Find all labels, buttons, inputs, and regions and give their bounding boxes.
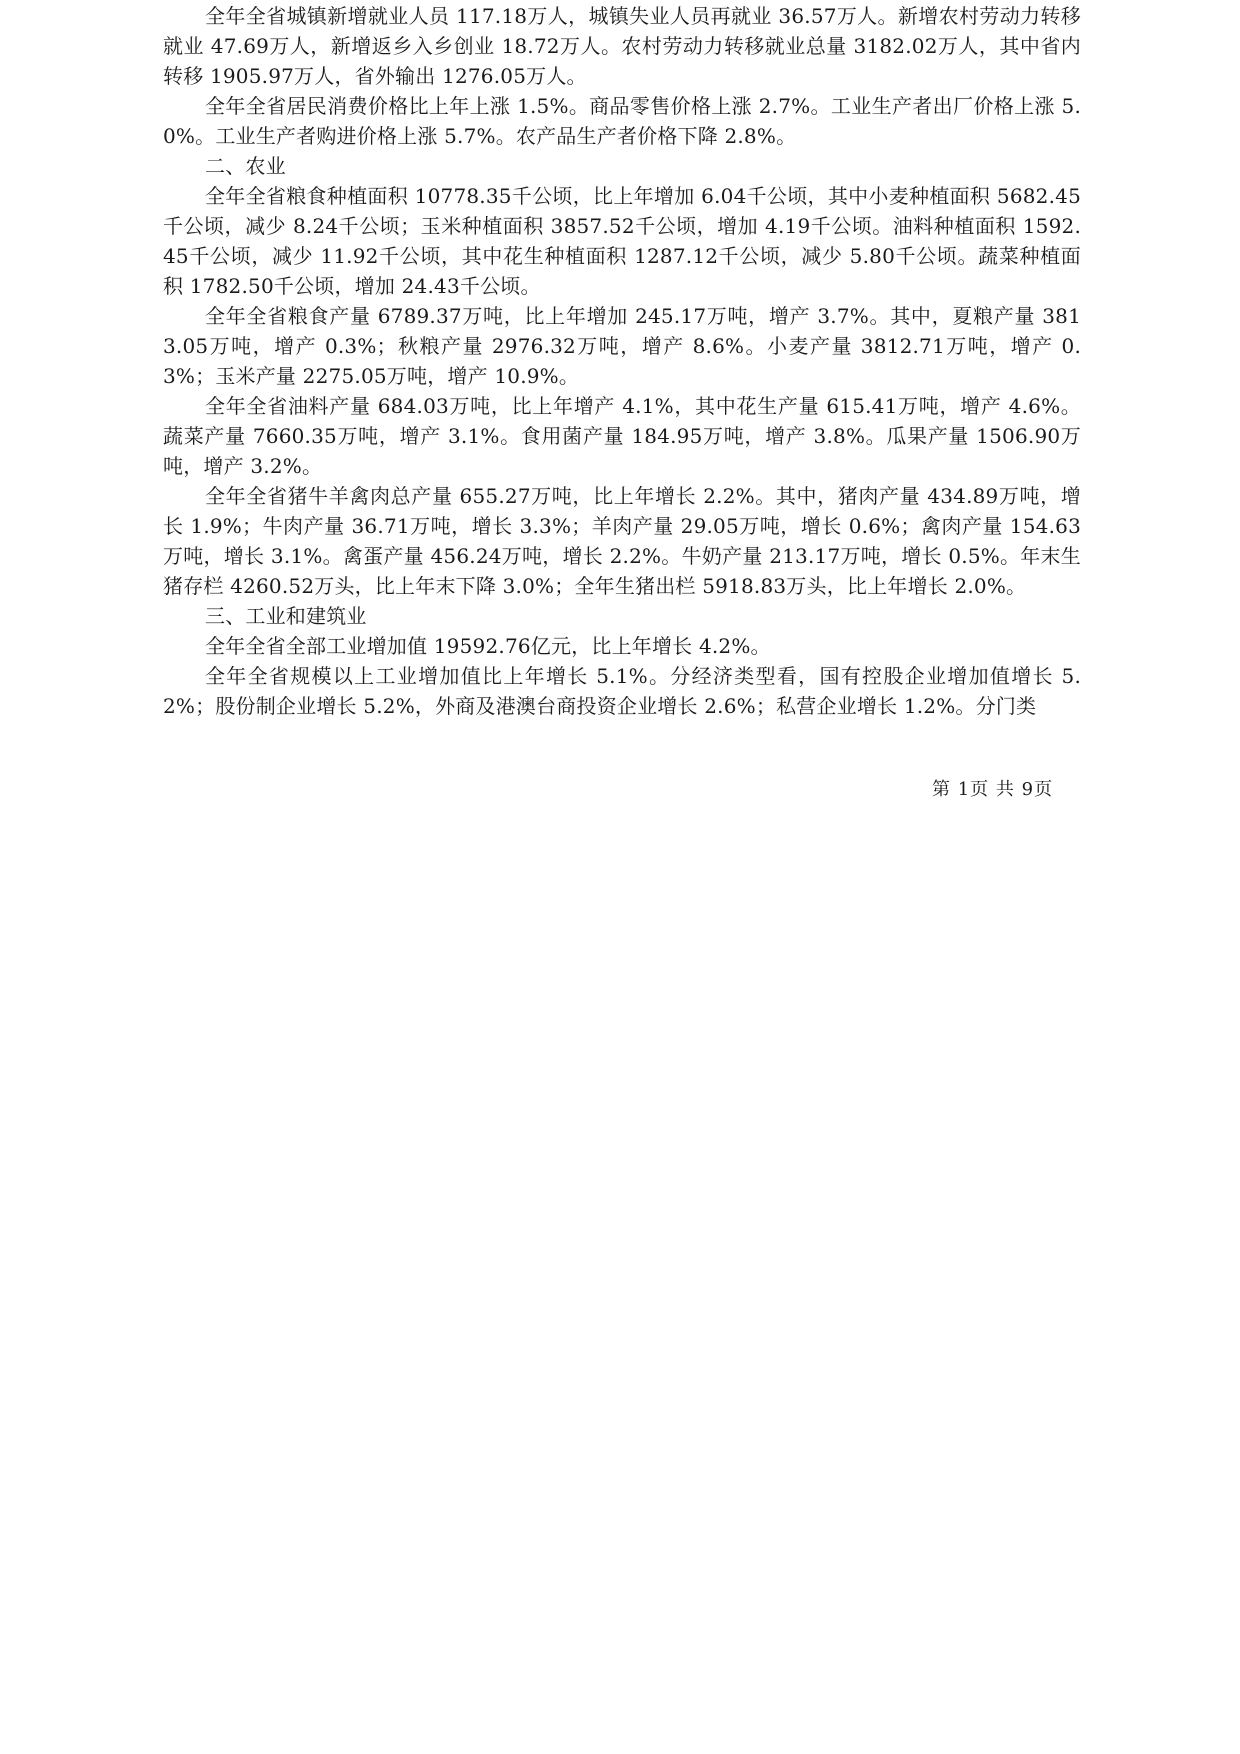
paragraph-employment: 全年全省城镇新增就业人员 117.18万人，城镇失业人员再就业 36.57万人。新增农村劳动力转移就业 47.69万人，新增返乡入乡创业 18.72万人。农村劳动力转移就业总量 3182.02万人，其中省内转移 1905.97万人，省外输出 1276.05万人。 xyxy=(163,4,1081,88)
paragraph-industry-value: 全年全省全部工业增加值 19592.76亿元，比上年增长 4.2%。 xyxy=(205,634,771,658)
section-heading-industry: 三、工业和建筑业 xyxy=(205,604,367,628)
paragraph-planting-area: 全年全省粮食种植面积 10778.35千公顷，比上年增加 6.04千公顷，其中小麦种植面积 5682.45千公顷，减少 8.24千公顷；玉米种植面积 3857.52千公顷，增加 4.19千公顷。油料种植面积 1592.45千公顷，减少 11.92千公顷，其中花生种植面积 1287.12千公顷，减少 5.80千公顷。蔬菜种植面积 1782.50千公顷，增加 24.43千公顷。 xyxy=(163,184,1081,298)
paragraph-industry-growth: 全年全省规模以上工业增加值比上年增长 5.1%。分经济类型看，国有控股企业增加值增长 5.2%；股份制企业增长 5.2%，外商及港澳台商投资企业增长 2.6%；私营企业增长 1.2%。分门类 xyxy=(163,664,1081,718)
paragraph-prices: 全年全省居民消费价格比上年上涨 1.5%。商品零售价格上涨 2.7%。工业生产者出厂价格上涨 5.0%。工业生产者购进价格上涨 5.7%。农产品生产者价格下降 2.8%。 xyxy=(163,94,1081,148)
section-heading-agriculture: 二、农业 xyxy=(205,154,286,178)
paragraph-oil-vegetable-output: 全年全省油料产量 684.03万吨，比上年增产 4.1%，其中花生产量 615.41万吨，增产 4.6%。蔬菜产量 7660.35万吨，增产 3.1%。食用菌产量 184.95万吨，增产 3.8%。瓜果产量 1506.90万吨，增产 3.2%。 xyxy=(163,394,1081,478)
paragraph-grain-output: 全年全省粮食产量 6789.37万吨，比上年增加 245.17万吨，增产 3.7%。其中，夏粮产量 3813.05万吨，增产 0.3%；秋粮产量 2976.32万吨，增产 8.6%。小麦产量 3812.71万吨，增产 0.3%；玉米产量 2275.05万吨，增产 10.9%。 xyxy=(163,304,1081,388)
document-page xyxy=(163,0,1081,721)
paragraph-meat-output: 全年全省猪牛羊禽肉总产量 655.27万吨，比上年增长 2.2%。其中，猪肉产量 434.89万吨，增长 1.9%；牛肉产量 36.71万吨，增长 3.3%；羊肉产量 29.05万吨，增长 0.6%；禽肉产量 154.63万吨，增长 3.1%。禽蛋产量 456.24万吨，增长 2.2%。牛奶产量 213.17万吨，增长 0.5%。年末生猪存栏 4260.52万头，比上年末下降 3.0%；全年生猪出栏 5918.83万头，比上年增长 2.0%。 xyxy=(163,484,1081,598)
page-footer: 第 1页 共 9页 xyxy=(932,779,1054,800)
document-body xyxy=(163,0,1081,721)
